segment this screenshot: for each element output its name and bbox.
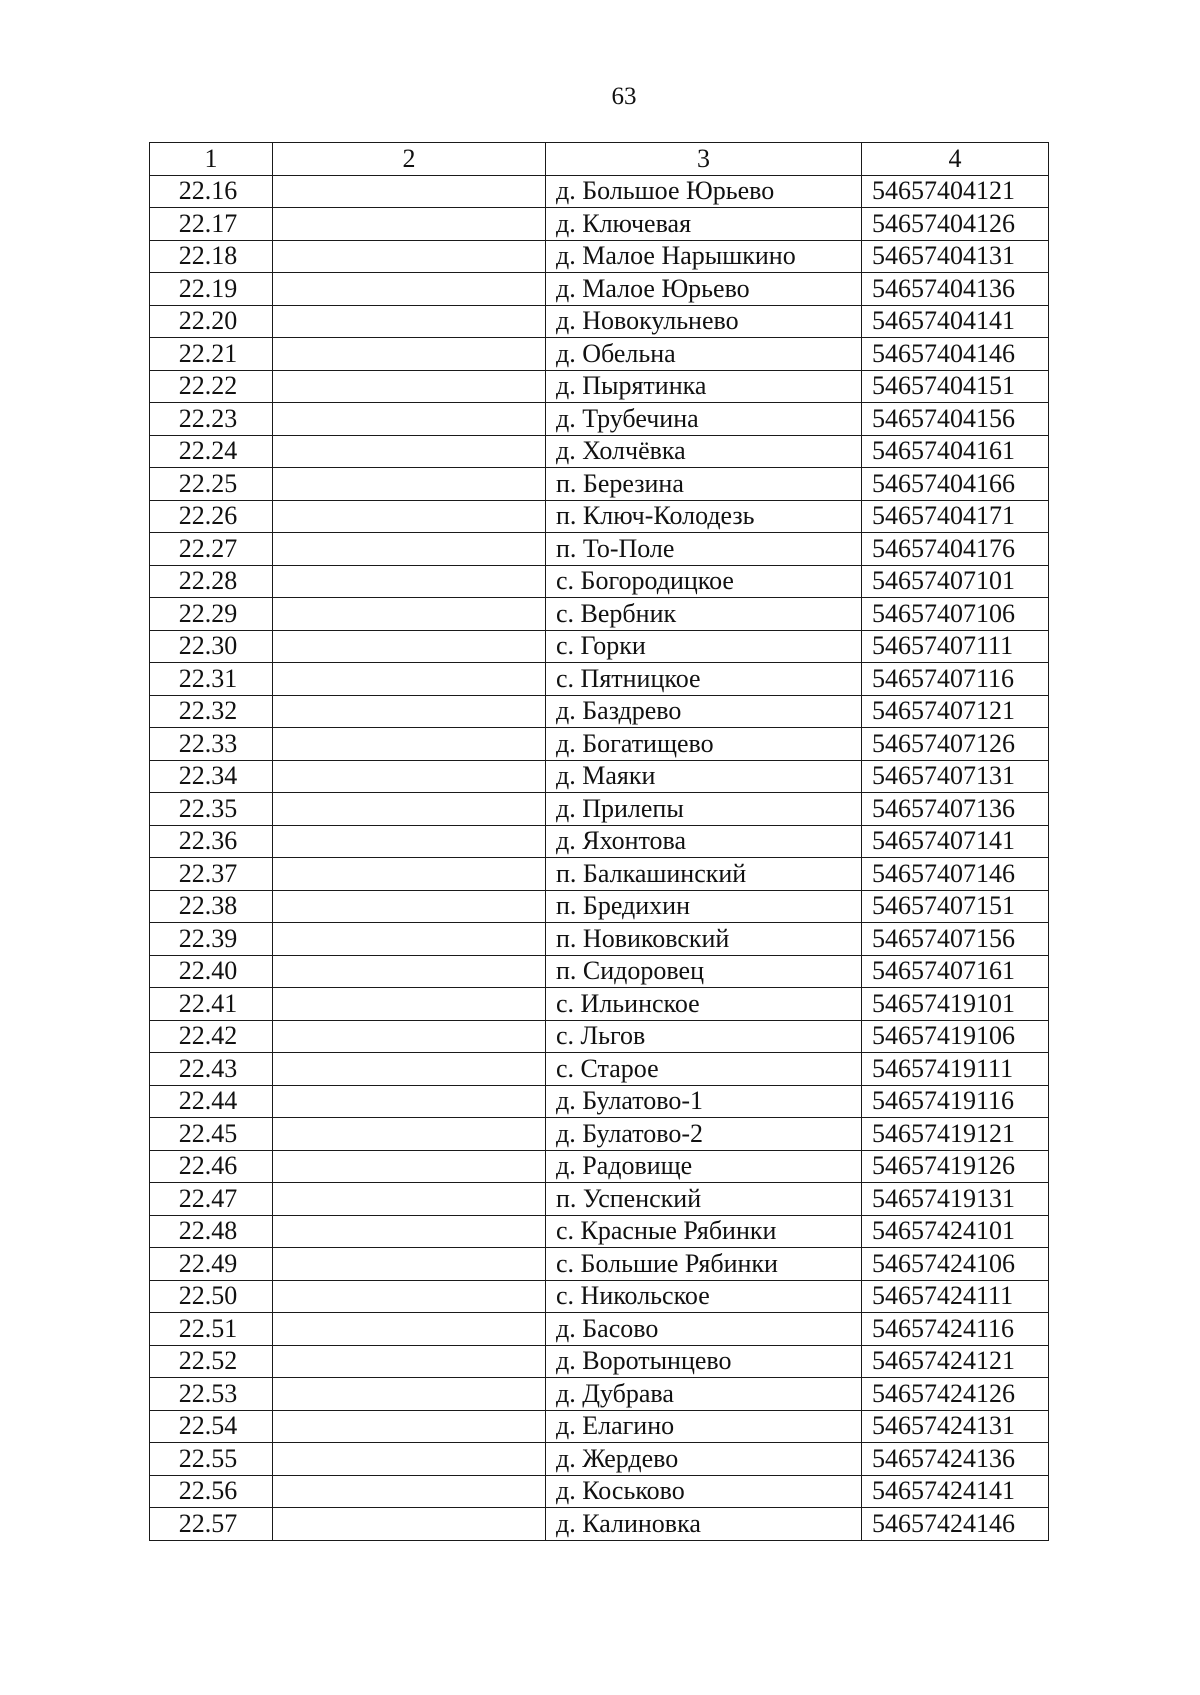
row-number-cell bbox=[150, 240, 273, 273]
table-row bbox=[150, 403, 1049, 436]
row-number-text: 22.28 bbox=[178, 566, 238, 596]
column-2-cell bbox=[273, 1215, 546, 1248]
row-number-text: 22.32 bbox=[178, 696, 238, 726]
column-2-cell bbox=[273, 1508, 546, 1541]
row-number-text: 22.43 bbox=[178, 1053, 238, 1083]
table-row bbox=[150, 1280, 1049, 1313]
table-row bbox=[150, 1053, 1049, 1086]
settlement-name-cell: д. Пырятинка bbox=[546, 370, 862, 403]
settlement-name-cell: д. Яхонтова bbox=[546, 825, 862, 858]
column-2-cell bbox=[273, 175, 546, 208]
column-2-cell bbox=[273, 955, 546, 988]
row-number-text: 22.45 bbox=[178, 1118, 238, 1148]
row-number-text: 22.27 bbox=[178, 533, 238, 563]
table-row bbox=[150, 273, 1049, 306]
oktmo-code-cell: 54657424116 bbox=[862, 1313, 1049, 1346]
column-2-cell bbox=[273, 1020, 546, 1053]
row-number-cell bbox=[150, 858, 273, 891]
row-number-cell bbox=[150, 370, 273, 403]
oktmo-code-cell: 54657419126 bbox=[862, 1150, 1049, 1183]
settlement-name-cell: с. Красные Рябинки bbox=[546, 1215, 862, 1248]
row-number-cell bbox=[150, 1150, 273, 1183]
oktmo-code-cell: 54657407161 bbox=[862, 955, 1049, 988]
settlement-name-cell: с. Льгов bbox=[546, 1020, 862, 1053]
column-2-cell bbox=[273, 435, 546, 468]
table-row bbox=[150, 1020, 1049, 1053]
row-number-cell bbox=[150, 630, 273, 663]
column-2-cell bbox=[273, 208, 546, 241]
column-2-cell bbox=[273, 500, 546, 533]
row-number-text: 22.30 bbox=[178, 631, 238, 661]
column-2-cell bbox=[273, 1475, 546, 1508]
settlement-name-cell: с. Богородицкое bbox=[546, 565, 862, 598]
row-number-text: 22.18 bbox=[178, 241, 238, 271]
settlement-name-cell: п. Бредихин bbox=[546, 890, 862, 923]
oktmo-code-cell: 54657404161 bbox=[862, 435, 1049, 468]
column-header-3: 3 bbox=[546, 143, 862, 176]
column-2-cell bbox=[273, 663, 546, 696]
settlement-name-cell: д. Дубрава bbox=[546, 1378, 862, 1411]
column-2-cell bbox=[273, 403, 546, 436]
column-2-cell bbox=[273, 273, 546, 306]
oktmo-code-cell: 54657404151 bbox=[862, 370, 1049, 403]
oktmo-code-cell: 54657424126 bbox=[862, 1378, 1049, 1411]
table-row bbox=[150, 760, 1049, 793]
table-row bbox=[150, 1508, 1049, 1541]
row-number-cell bbox=[150, 793, 273, 826]
settlement-name-cell: п. Успенский bbox=[546, 1183, 862, 1216]
row-number-text: 22.41 bbox=[178, 988, 238, 1018]
table-row bbox=[150, 1215, 1049, 1248]
row-number-cell bbox=[150, 305, 273, 338]
row-number-text: 22.31 bbox=[178, 663, 238, 693]
oktmo-code-cell: 54657407101 bbox=[862, 565, 1049, 598]
oktmo-code-cell: 54657404131 bbox=[862, 240, 1049, 273]
row-number-cell bbox=[150, 825, 273, 858]
settlement-name-cell: с. Ильинское bbox=[546, 988, 862, 1021]
table-row bbox=[150, 923, 1049, 956]
row-number-text: 22.52 bbox=[178, 1346, 238, 1376]
settlement-name-cell: д. Ключевая bbox=[546, 208, 862, 241]
table-row bbox=[150, 1248, 1049, 1281]
row-number-cell bbox=[150, 565, 273, 598]
table-row bbox=[150, 175, 1049, 208]
row-number-cell bbox=[150, 1280, 273, 1313]
oktmo-code-cell: 54657404121 bbox=[862, 175, 1049, 208]
settlement-name-cell: с. Никольское bbox=[546, 1280, 862, 1313]
oktmo-code-cell: 54657404136 bbox=[862, 273, 1049, 306]
column-2-cell bbox=[273, 370, 546, 403]
oktmo-code-cell: 54657404141 bbox=[862, 305, 1049, 338]
column-2-cell bbox=[273, 695, 546, 728]
oktmo-code-cell: 54657424146 bbox=[862, 1508, 1049, 1541]
oktmo-code-cell: 54657407156 bbox=[862, 923, 1049, 956]
settlement-name-cell: д. Прилепы bbox=[546, 793, 862, 826]
column-2-cell bbox=[273, 1313, 546, 1346]
column-2-cell bbox=[273, 1378, 546, 1411]
oktmo-code-cell: 54657407136 bbox=[862, 793, 1049, 826]
oktmo-code-cell: 54657404171 bbox=[862, 500, 1049, 533]
column-2-cell bbox=[273, 1345, 546, 1378]
settlement-name-cell: д. Обельна bbox=[546, 338, 862, 371]
settlement-name-cell: д. Холчёвка bbox=[546, 435, 862, 468]
table-row bbox=[150, 955, 1049, 988]
column-2-cell bbox=[273, 793, 546, 826]
settlement-name-cell: п. То-Поле bbox=[546, 533, 862, 566]
oktmo-code-cell: 54657424121 bbox=[862, 1345, 1049, 1378]
settlement-name-cell: д. Басово bbox=[546, 1313, 862, 1346]
settlement-name-cell: д. Богатищево bbox=[546, 728, 862, 761]
row-number-text: 22.50 bbox=[178, 1281, 238, 1311]
column-2-cell bbox=[273, 1150, 546, 1183]
row-number-cell bbox=[150, 1118, 273, 1151]
settlement-name-cell: с. Пятницкое bbox=[546, 663, 862, 696]
column-2-cell bbox=[273, 533, 546, 566]
row-number-text: 22.34 bbox=[178, 761, 238, 791]
column-2-cell bbox=[273, 630, 546, 663]
row-number-text: 22.29 bbox=[178, 598, 238, 628]
oktmo-code-cell: 54657404146 bbox=[862, 338, 1049, 371]
oktmo-code-cell: 54657407111 bbox=[862, 630, 1049, 663]
row-number-cell bbox=[150, 468, 273, 501]
oktmo-code-cell: 54657424101 bbox=[862, 1215, 1049, 1248]
oktmo-code-cell: 54657424106 bbox=[862, 1248, 1049, 1281]
row-number-text: 22.23 bbox=[178, 403, 238, 433]
column-2-cell bbox=[273, 468, 546, 501]
row-number-cell bbox=[150, 1410, 273, 1443]
table-row bbox=[150, 240, 1049, 273]
row-number-text: 22.25 bbox=[178, 468, 238, 498]
oktmo-code-cell: 54657419101 bbox=[862, 988, 1049, 1021]
settlement-name-cell: д. Калиновка bbox=[546, 1508, 862, 1541]
table-row bbox=[150, 1475, 1049, 1508]
table-row bbox=[150, 1345, 1049, 1378]
table-row bbox=[150, 1183, 1049, 1216]
table-row bbox=[150, 565, 1049, 598]
settlement-name-cell: д. Баздрево bbox=[546, 695, 862, 728]
settlement-name-cell: д. Радовище bbox=[546, 1150, 862, 1183]
oktmo-code-cell: 54657404126 bbox=[862, 208, 1049, 241]
table-header-row bbox=[150, 143, 1049, 176]
column-header-2: 2 bbox=[273, 143, 546, 176]
column-2-cell bbox=[273, 565, 546, 598]
row-number-text: 22.49 bbox=[178, 1248, 238, 1278]
row-number-text: 22.22 bbox=[178, 371, 238, 401]
oktmo-code-cell: 54657407106 bbox=[862, 598, 1049, 631]
oktmo-code-cell: 54657404166 bbox=[862, 468, 1049, 501]
row-number-cell bbox=[150, 435, 273, 468]
oktmo-code-cell: 54657407131 bbox=[862, 760, 1049, 793]
column-2-cell bbox=[273, 1280, 546, 1313]
settlement-name-cell: д. Маяки bbox=[546, 760, 862, 793]
table-row bbox=[150, 630, 1049, 663]
column-2-cell bbox=[273, 1085, 546, 1118]
row-number-text: 22.16 bbox=[178, 176, 238, 206]
oktmo-code-cell: 54657419121 bbox=[862, 1118, 1049, 1151]
row-number-text: 22.44 bbox=[178, 1086, 238, 1116]
column-2-cell bbox=[273, 728, 546, 761]
settlement-name-cell: д. Большое Юрьево bbox=[546, 175, 862, 208]
table-row bbox=[150, 793, 1049, 826]
column-2-cell bbox=[273, 1443, 546, 1476]
row-number-cell bbox=[150, 500, 273, 533]
row-number-text: 22.35 bbox=[178, 793, 238, 823]
oktmo-code-cell: 54657407151 bbox=[862, 890, 1049, 923]
column-2-cell bbox=[273, 1053, 546, 1086]
column-2-cell bbox=[273, 988, 546, 1021]
table-row bbox=[150, 305, 1049, 338]
row-number-cell bbox=[150, 1345, 273, 1378]
table-row bbox=[150, 468, 1049, 501]
table-row bbox=[150, 988, 1049, 1021]
row-number-cell bbox=[150, 1475, 273, 1508]
column-2-cell bbox=[273, 760, 546, 793]
row-number-cell bbox=[150, 1508, 273, 1541]
row-number-cell bbox=[150, 1215, 273, 1248]
row-number-text: 22.37 bbox=[178, 858, 238, 888]
row-number-cell bbox=[150, 1053, 273, 1086]
settlements-table bbox=[149, 142, 1049, 1541]
oktmo-code-cell: 54657424131 bbox=[862, 1410, 1049, 1443]
table-row bbox=[150, 663, 1049, 696]
oktmo-code-cell: 54657407146 bbox=[862, 858, 1049, 891]
row-number-cell bbox=[150, 760, 273, 793]
column-2-cell bbox=[273, 923, 546, 956]
table-row bbox=[150, 1378, 1049, 1411]
row-number-text: 22.56 bbox=[178, 1476, 238, 1506]
row-number-cell bbox=[150, 988, 273, 1021]
row-number-cell bbox=[150, 663, 273, 696]
table-row bbox=[150, 435, 1049, 468]
column-2-cell bbox=[273, 338, 546, 371]
settlement-name-cell: д. Малое Нарышкино bbox=[546, 240, 862, 273]
column-2-cell bbox=[273, 1248, 546, 1281]
oktmo-code-cell: 54657404176 bbox=[862, 533, 1049, 566]
row-number-cell bbox=[150, 598, 273, 631]
row-number-cell bbox=[150, 890, 273, 923]
column-2-cell bbox=[273, 305, 546, 338]
settlement-name-cell: с. Большие Рябинки bbox=[546, 1248, 862, 1281]
settlement-name-cell: с. Горки bbox=[546, 630, 862, 663]
table-row bbox=[150, 728, 1049, 761]
column-2-cell bbox=[273, 1410, 546, 1443]
row-number-cell bbox=[150, 1085, 273, 1118]
oktmo-code-cell: 54657407141 bbox=[862, 825, 1049, 858]
column-2-cell bbox=[273, 598, 546, 631]
row-number-cell bbox=[150, 1443, 273, 1476]
table-row bbox=[150, 500, 1049, 533]
row-number-cell bbox=[150, 695, 273, 728]
oktmo-code-cell: 54657424136 bbox=[862, 1443, 1049, 1476]
settlement-name-cell: д. Жердево bbox=[546, 1443, 862, 1476]
row-number-text: 22.47 bbox=[178, 1183, 238, 1213]
row-number-cell bbox=[150, 273, 273, 306]
oktmo-code-cell: 54657419131 bbox=[862, 1183, 1049, 1216]
table-row bbox=[150, 825, 1049, 858]
oktmo-code-cell: 54657419111 bbox=[862, 1053, 1049, 1086]
table-row bbox=[150, 1085, 1049, 1118]
oktmo-code-cell: 54657407116 bbox=[862, 663, 1049, 696]
settlement-name-cell: п. Березина bbox=[546, 468, 862, 501]
row-number-cell bbox=[150, 1020, 273, 1053]
row-number-cell bbox=[150, 175, 273, 208]
table-row bbox=[150, 370, 1049, 403]
settlement-name-cell: д. Малое Юрьево bbox=[546, 273, 862, 306]
settlement-name-cell: д. Елагино bbox=[546, 1410, 862, 1443]
column-2-cell bbox=[273, 1118, 546, 1151]
table-row bbox=[150, 533, 1049, 566]
page-number: 63 bbox=[611, 83, 637, 110]
column-2-cell bbox=[273, 1183, 546, 1216]
row-number-text: 22.51 bbox=[178, 1313, 238, 1343]
settlement-name-cell: п. Новиковский bbox=[546, 923, 862, 956]
oktmo-code-cell: 54657404156 bbox=[862, 403, 1049, 436]
row-number-text: 22.57 bbox=[178, 1508, 238, 1538]
table-row bbox=[150, 890, 1049, 923]
row-number-text: 22.26 bbox=[178, 501, 238, 531]
settlement-name-cell: с. Старое bbox=[546, 1053, 862, 1086]
table-row bbox=[150, 1410, 1049, 1443]
row-number-cell bbox=[150, 208, 273, 241]
row-number-text: 22.46 bbox=[178, 1151, 238, 1181]
table-row bbox=[150, 1150, 1049, 1183]
oktmo-code-cell: 54657419116 bbox=[862, 1085, 1049, 1118]
settlement-name-cell: п. Сидоровец bbox=[546, 955, 862, 988]
oktmo-code-cell: 54657424111 bbox=[862, 1280, 1049, 1313]
oktmo-code-cell: 54657407121 bbox=[862, 695, 1049, 728]
settlement-name-cell: д. Трубечина bbox=[546, 403, 862, 436]
row-number-text: 22.53 bbox=[178, 1378, 238, 1408]
column-header-4: 4 bbox=[862, 143, 1049, 176]
row-number-cell bbox=[150, 923, 273, 956]
oktmo-code-cell: 54657424141 bbox=[862, 1475, 1049, 1508]
table-body bbox=[150, 143, 1049, 1541]
column-2-cell bbox=[273, 890, 546, 923]
oktmo-code-cell: 54657407126 bbox=[862, 728, 1049, 761]
row-number-text: 22.19 bbox=[178, 273, 238, 303]
column-2-cell bbox=[273, 858, 546, 891]
settlement-name-cell: д. Коськово bbox=[546, 1475, 862, 1508]
row-number-cell bbox=[150, 955, 273, 988]
table-row bbox=[150, 858, 1049, 891]
table-row bbox=[150, 695, 1049, 728]
row-number-text: 22.21 bbox=[178, 338, 238, 368]
row-number-text: 22.36 bbox=[178, 826, 238, 856]
settlement-name-cell: д. Новокульнево bbox=[546, 305, 862, 338]
settlement-name-cell: п. Балкашинский bbox=[546, 858, 862, 891]
row-number-cell bbox=[150, 403, 273, 436]
row-number-text: 22.38 bbox=[178, 891, 238, 921]
row-number-text: 22.40 bbox=[178, 956, 238, 986]
column-2-cell bbox=[273, 825, 546, 858]
row-number-text: 22.39 bbox=[178, 923, 238, 953]
table-row bbox=[150, 338, 1049, 371]
row-number-text: 22.17 bbox=[178, 208, 238, 238]
row-number-cell bbox=[150, 728, 273, 761]
column-2-cell bbox=[273, 240, 546, 273]
row-number-cell bbox=[150, 533, 273, 566]
row-number-text: 22.20 bbox=[178, 306, 238, 336]
row-number-cell bbox=[150, 1313, 273, 1346]
row-number-text: 22.24 bbox=[178, 436, 238, 466]
row-number-cell bbox=[150, 338, 273, 371]
row-number-text: 22.54 bbox=[178, 1411, 238, 1441]
table-row bbox=[150, 1313, 1049, 1346]
row-number-text: 22.48 bbox=[178, 1216, 238, 1246]
settlement-name-cell: д. Булатово-1 bbox=[546, 1085, 862, 1118]
oktmo-code-cell: 54657419106 bbox=[862, 1020, 1049, 1053]
settlement-name-cell: д. Воротынцево bbox=[546, 1345, 862, 1378]
column-header-1: 1 bbox=[150, 143, 273, 176]
row-number-cell bbox=[150, 1183, 273, 1216]
table-row bbox=[150, 208, 1049, 241]
row-number-text: 22.42 bbox=[178, 1021, 238, 1051]
row-number-cell bbox=[150, 1248, 273, 1281]
table-row bbox=[150, 1443, 1049, 1476]
settlement-name-cell: с. Вербник bbox=[546, 598, 862, 631]
table-row bbox=[150, 598, 1049, 631]
settlement-name-cell: п. Ключ-Колодезь bbox=[546, 500, 862, 533]
row-number-text: 22.33 bbox=[178, 728, 238, 758]
table-row bbox=[150, 1118, 1049, 1151]
settlement-name-cell: д. Булатово-2 bbox=[546, 1118, 862, 1151]
row-number-cell bbox=[150, 1378, 273, 1411]
row-number-text: 22.55 bbox=[178, 1443, 238, 1473]
